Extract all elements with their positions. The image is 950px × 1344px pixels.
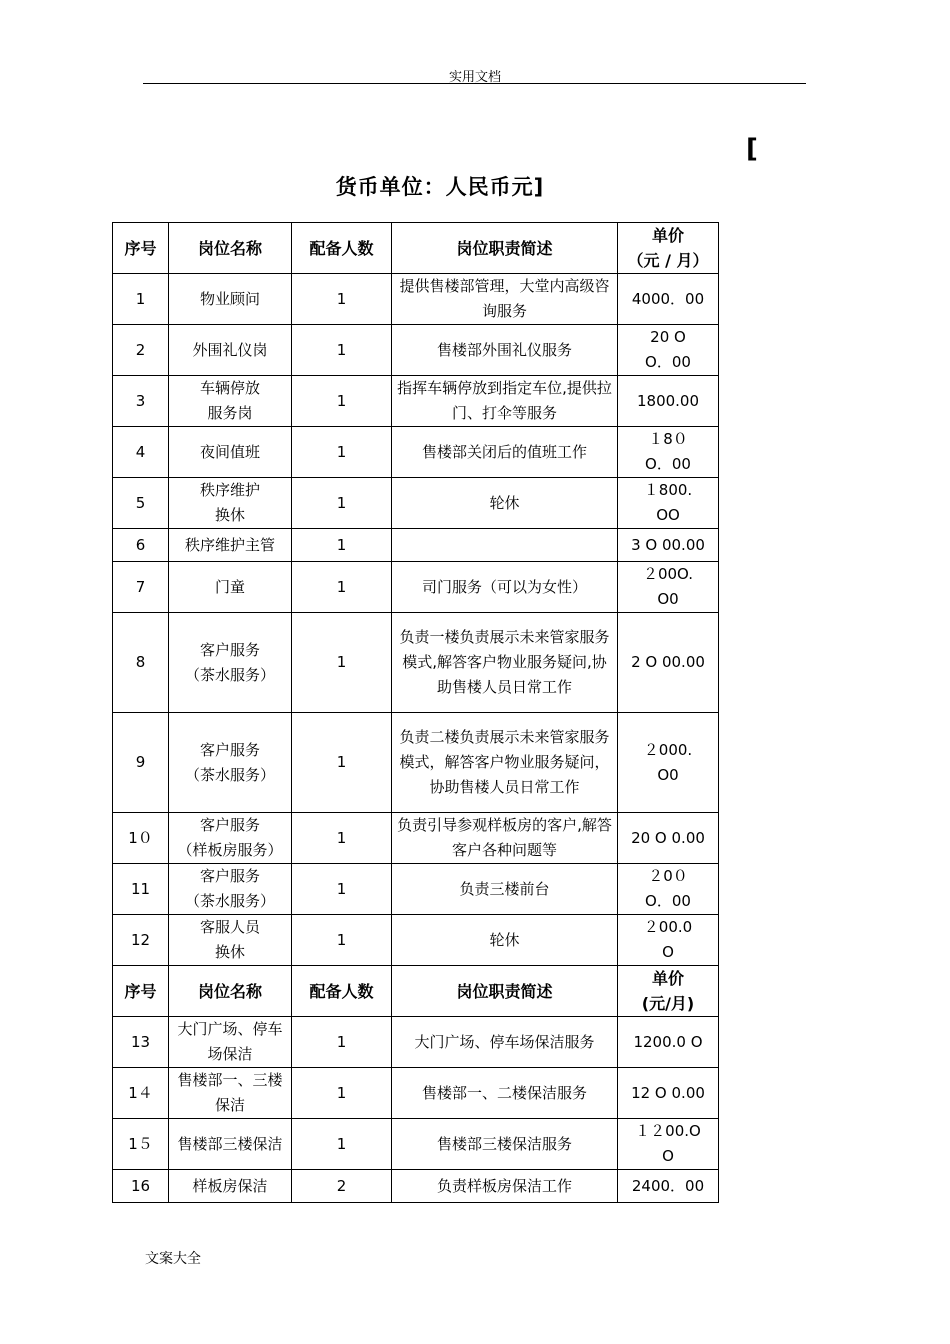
cell-duty: 轮休 xyxy=(392,915,618,966)
cell-position: 秩序维护 换休 xyxy=(169,478,292,529)
cell-position: 外围礼仪岗 xyxy=(169,325,292,376)
cell-position: 售楼部一、三楼保洁 xyxy=(169,1068,292,1119)
cell-price: 12 O 0.00 xyxy=(618,1068,719,1119)
cell-no: 6 xyxy=(113,529,169,562)
table-row xyxy=(113,274,719,325)
cell-no: 1５ xyxy=(113,1119,169,1170)
header-no: 序号 xyxy=(113,223,169,274)
cell-duty: 大门广场、停车场保洁服务 xyxy=(392,1017,618,1068)
cell-count: 1 xyxy=(292,376,392,427)
cell-duty: 司门服务（可以为女性） xyxy=(392,562,618,613)
cell-count: 1 xyxy=(292,915,392,966)
cell-price: ２000. O0 xyxy=(618,713,719,813)
cell-no: 1４ xyxy=(113,1068,169,1119)
header-count: 配备人数 xyxy=(292,966,392,1017)
table-row xyxy=(113,376,719,427)
cell-position: 客户服务 （茶水服务） xyxy=(169,613,292,713)
cell-duty: 负责一楼负责展示未来管家服务模式,解答客户物业服务疑问,协助售楼人员日常工作 xyxy=(392,613,618,713)
cell-count: 1 xyxy=(292,1017,392,1068)
cell-duty: 负责三楼前台 xyxy=(392,864,618,915)
cell-count: 1 xyxy=(292,1119,392,1170)
currency-note: 货币单位：人民币元] xyxy=(335,175,545,199)
cell-position: 售楼部三楼保洁 xyxy=(169,1119,292,1170)
header-rule xyxy=(143,83,806,84)
cell-no: 4 xyxy=(113,427,169,478)
cell-price: 3 O 00.00 xyxy=(618,529,719,562)
cell-duty: 负责二楼负责展示未来管家服务模式，解答客户物业服务疑问，协助售楼人员日常工作 xyxy=(392,713,618,813)
cell-price: 20 O 0.00 xyxy=(618,813,719,864)
cell-no: 7 xyxy=(113,562,169,613)
table-row xyxy=(113,1170,719,1203)
cell-price: ２00O. O0 xyxy=(618,562,719,613)
header-name: 岗位名称 xyxy=(169,966,292,1017)
table-row xyxy=(113,529,719,562)
table-row xyxy=(113,864,719,915)
table-row xyxy=(113,1017,719,1068)
cell-count: 1 xyxy=(292,478,392,529)
cell-position: 客户服务 （样板房服务） xyxy=(169,813,292,864)
table-row xyxy=(113,478,719,529)
cell-count: 1 xyxy=(292,529,392,562)
cell-position: 物业顾问 xyxy=(169,274,292,325)
cell-price: １8０ O．00 xyxy=(618,427,719,478)
cell-position: 客服人员 换休 xyxy=(169,915,292,966)
cell-price: １２00.O O xyxy=(618,1119,719,1170)
header-duty: 岗位职责简述 xyxy=(392,966,618,1017)
table-header-row xyxy=(113,966,719,1017)
cell-no: 12 xyxy=(113,915,169,966)
cell-count: 1 xyxy=(292,427,392,478)
cell-position: 门童 xyxy=(169,562,292,613)
table-row xyxy=(113,713,719,813)
cell-position: 大门广场、停车场保洁 xyxy=(169,1017,292,1068)
table-row xyxy=(113,1068,719,1119)
cell-count: 1 xyxy=(292,562,392,613)
staffing-table xyxy=(112,222,719,1203)
cell-count: 1 xyxy=(292,864,392,915)
cell-price: 20 O O．00 xyxy=(618,325,719,376)
table-row xyxy=(113,813,719,864)
cell-duty: 售楼部外围礼仪服务 xyxy=(392,325,618,376)
cell-price: 4000．00 xyxy=(618,274,719,325)
open-bracket: [ xyxy=(746,134,758,164)
cell-duty: 售楼部三楼保洁服务 xyxy=(392,1119,618,1170)
table-row xyxy=(113,915,719,966)
cell-duty: 售楼部一、二楼保洁服务 xyxy=(392,1068,618,1119)
cell-no: 5 xyxy=(113,478,169,529)
cell-position: 样板房保洁 xyxy=(169,1170,292,1203)
cell-no: 16 xyxy=(113,1170,169,1203)
cell-no: 1０ xyxy=(113,813,169,864)
header-no: 序号 xyxy=(113,966,169,1017)
cell-position: 夜间值班 xyxy=(169,427,292,478)
cell-no: 3 xyxy=(113,376,169,427)
cell-duty xyxy=(392,529,618,562)
cell-price: 1800.00 xyxy=(618,376,719,427)
cell-position: 客户服务 （茶水服务） xyxy=(169,864,292,915)
cell-duty: 指挥车辆停放到指定车位,提供拉门、打伞等服务 xyxy=(392,376,618,427)
cell-duty: 售楼部关闭后的值班工作 xyxy=(392,427,618,478)
cell-position: 车辆停放 服务岗 xyxy=(169,376,292,427)
cell-count: 1 xyxy=(292,713,392,813)
cell-no: 13 xyxy=(113,1017,169,1068)
cell-price: 2400．00 xyxy=(618,1170,719,1203)
cell-count: 1 xyxy=(292,613,392,713)
header-duty: 岗位职责简述 xyxy=(392,223,618,274)
cell-count: 1 xyxy=(292,325,392,376)
cell-price: １800. OO xyxy=(618,478,719,529)
cell-duty: 负责引导参观样板房的客户,解答客户各种问题等 xyxy=(392,813,618,864)
table-row xyxy=(113,613,719,713)
cell-count: 1 xyxy=(292,274,392,325)
header-price: 单价 （元 / 月） xyxy=(618,223,719,274)
cell-no: 8 xyxy=(113,613,169,713)
cell-position: 客户服务 （茶水服务） xyxy=(169,713,292,813)
header-price: 单价 (元/月) xyxy=(618,966,719,1017)
cell-price: ２00.0 O xyxy=(618,915,719,966)
header-name: 岗位名称 xyxy=(169,223,292,274)
cell-count: 1 xyxy=(292,1068,392,1119)
page-header: 实用文档 xyxy=(448,70,501,85)
header-count: 配备人数 xyxy=(292,223,392,274)
table-row xyxy=(113,325,719,376)
cell-count: 2 xyxy=(292,1170,392,1203)
cell-count: 1 xyxy=(292,813,392,864)
table-header-row xyxy=(113,223,719,274)
cell-no: 9 xyxy=(113,713,169,813)
cell-no: 11 xyxy=(113,864,169,915)
cell-duty: 轮休 xyxy=(392,478,618,529)
cell-price: ２0０ O．00 xyxy=(618,864,719,915)
table-row xyxy=(113,1119,719,1170)
page-footer: 文案大全 xyxy=(145,1251,201,1267)
cell-duty: 负责样板房保洁工作 xyxy=(392,1170,618,1203)
cell-no: 1 xyxy=(113,274,169,325)
table-row xyxy=(113,427,719,478)
table-row xyxy=(113,562,719,613)
cell-price: 2 O 00.00 xyxy=(618,613,719,713)
cell-duty: 提供售楼部管理，大堂内高级咨询服务 xyxy=(392,274,618,325)
cell-no: 2 xyxy=(113,325,169,376)
cell-position: 秩序维护主管 xyxy=(169,529,292,562)
cell-price: 1200.0 O xyxy=(618,1017,719,1068)
